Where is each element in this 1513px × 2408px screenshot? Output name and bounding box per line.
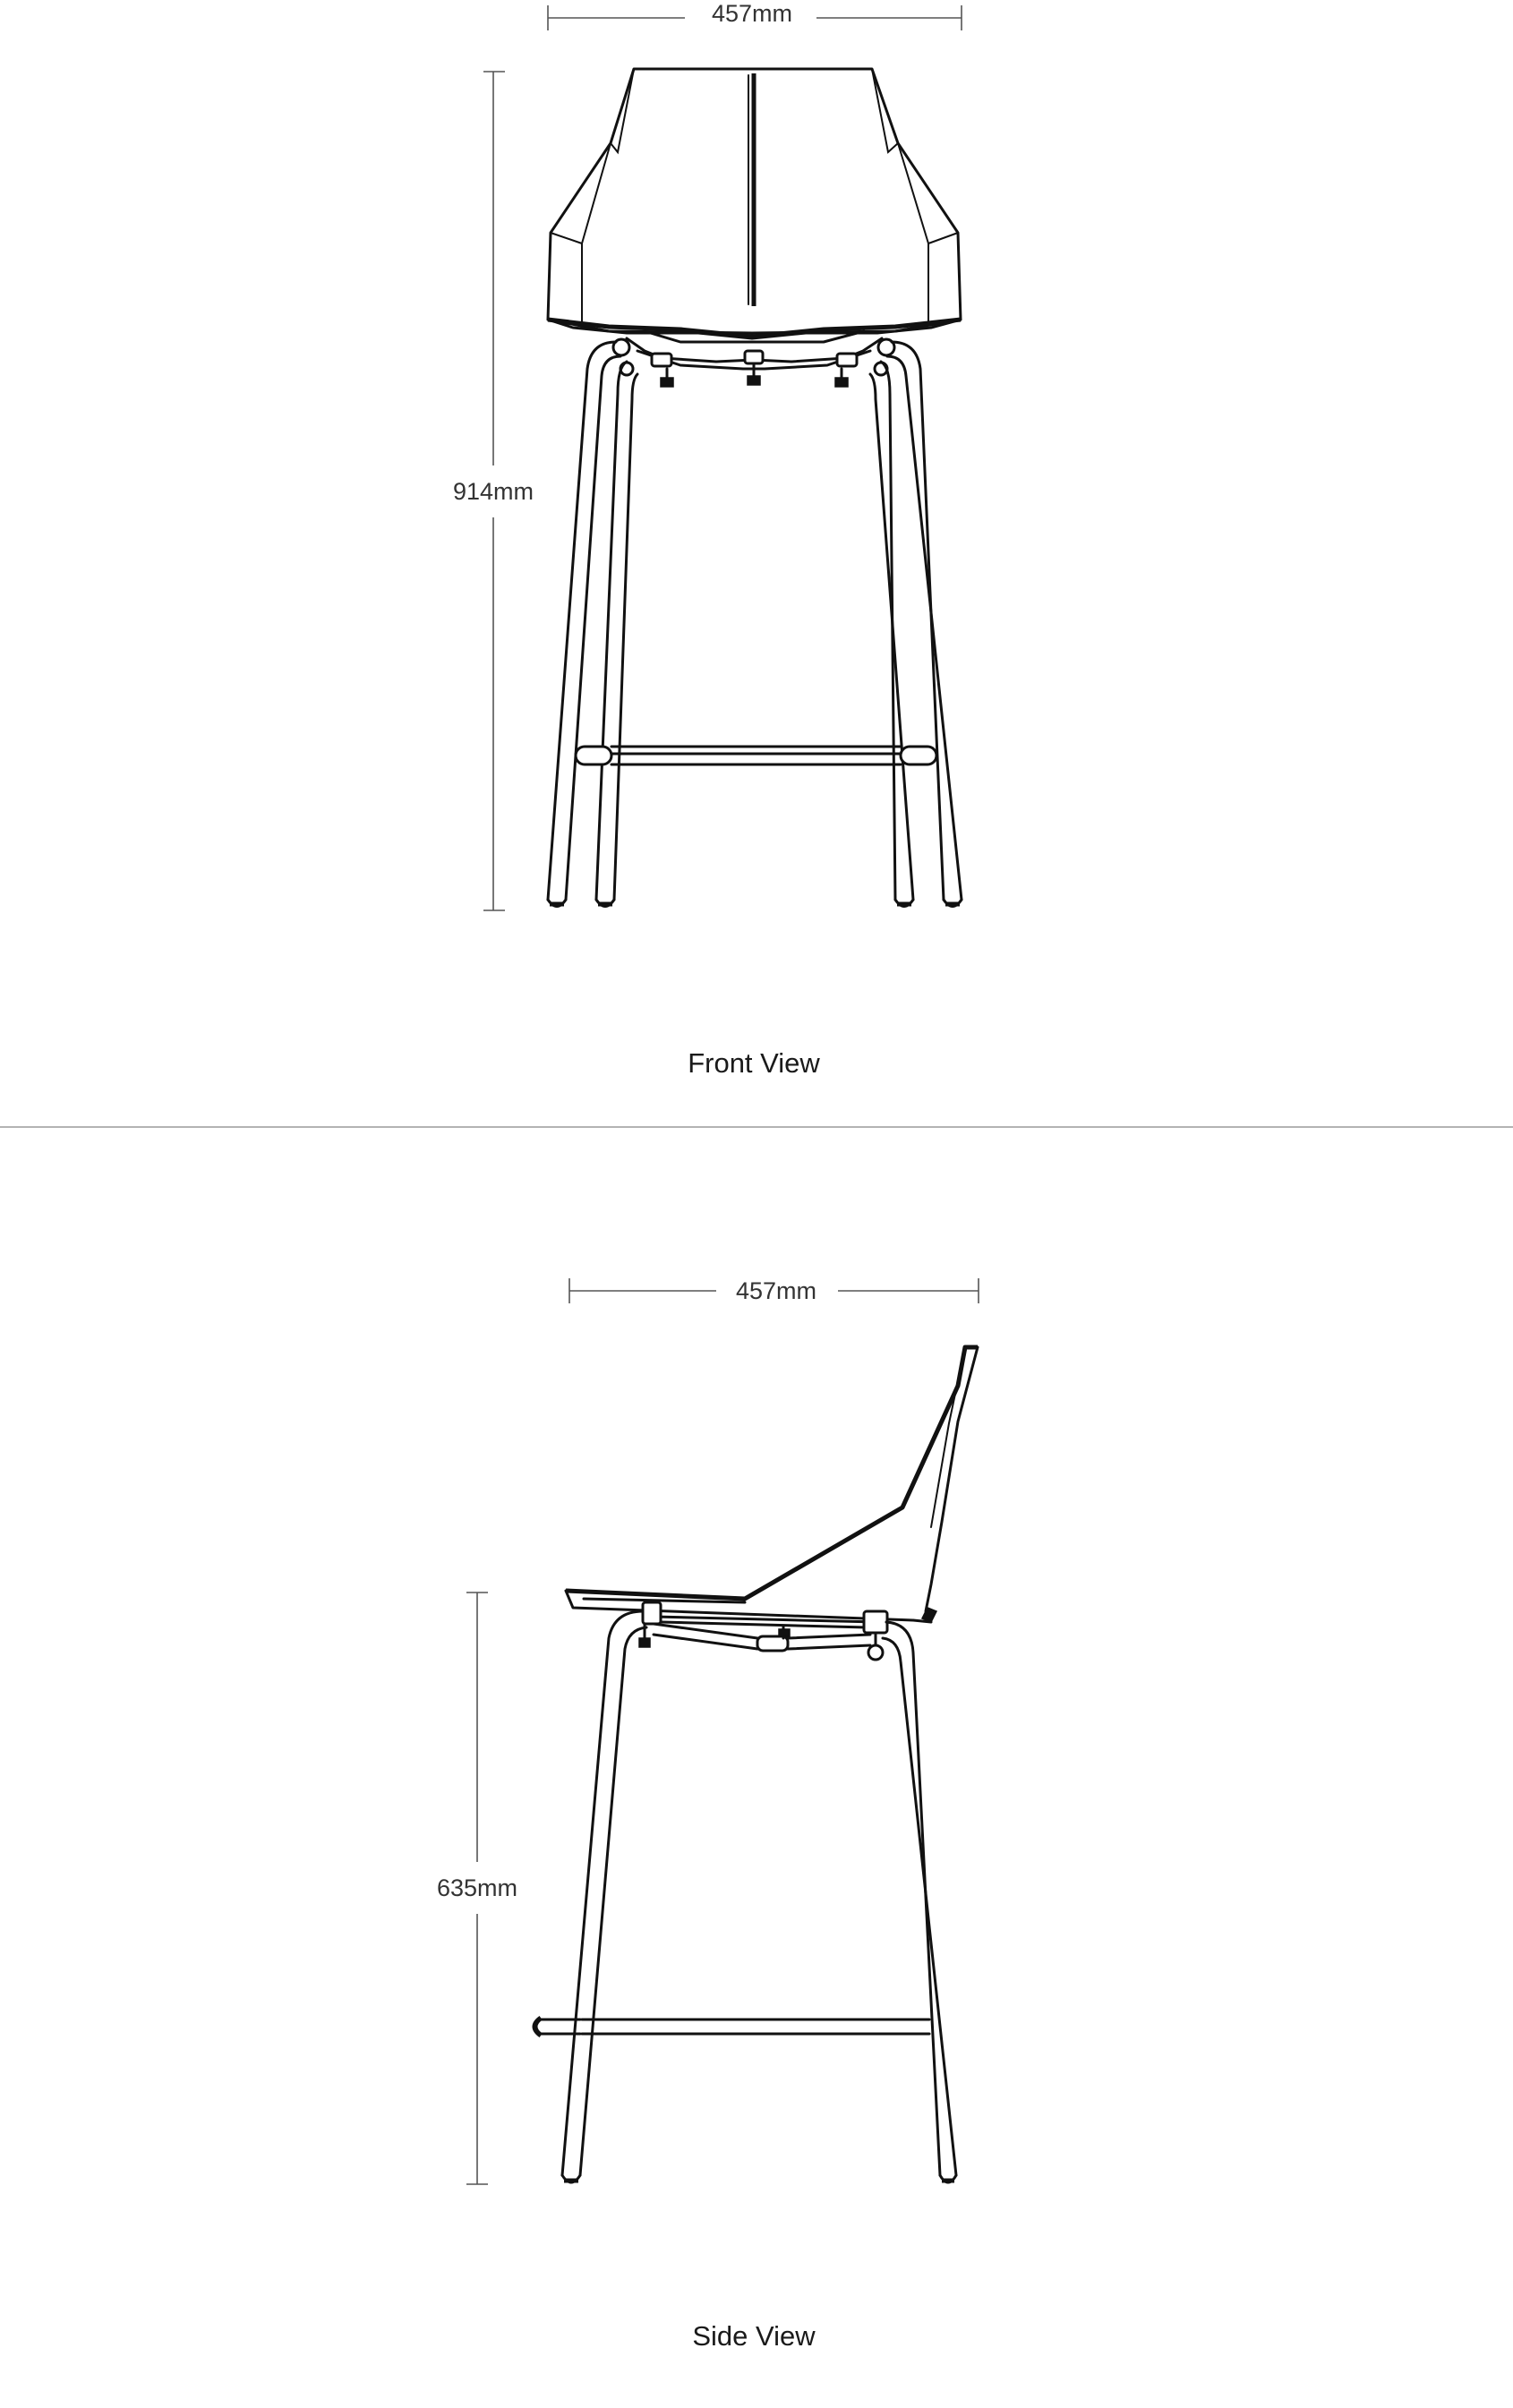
front-height-dimension bbox=[453, 72, 534, 910]
side-view bbox=[437, 1277, 979, 2352]
front-footrest bbox=[576, 747, 936, 764]
front-view-caption: Front View bbox=[688, 1047, 820, 1079]
side-view-caption: Side View bbox=[692, 2320, 816, 2352]
side-height-dimension bbox=[437, 1593, 517, 2184]
side-depth-dimension bbox=[569, 1277, 979, 1304]
front-width-label: 457mm bbox=[711, 0, 793, 27]
front-mount-bracket bbox=[613, 338, 894, 387]
front-view bbox=[453, 0, 962, 1079]
front-width-dimension bbox=[548, 0, 962, 30]
side-height-label: 635mm bbox=[436, 1874, 518, 1901]
side-legs bbox=[562, 1611, 956, 2182]
side-depth-label: 457mm bbox=[735, 1277, 817, 1304]
front-chair-drawing bbox=[548, 69, 962, 907]
front-height-label: 914mm bbox=[452, 478, 534, 505]
side-chair-drawing bbox=[534, 1347, 978, 2182]
front-legs bbox=[548, 342, 962, 907]
